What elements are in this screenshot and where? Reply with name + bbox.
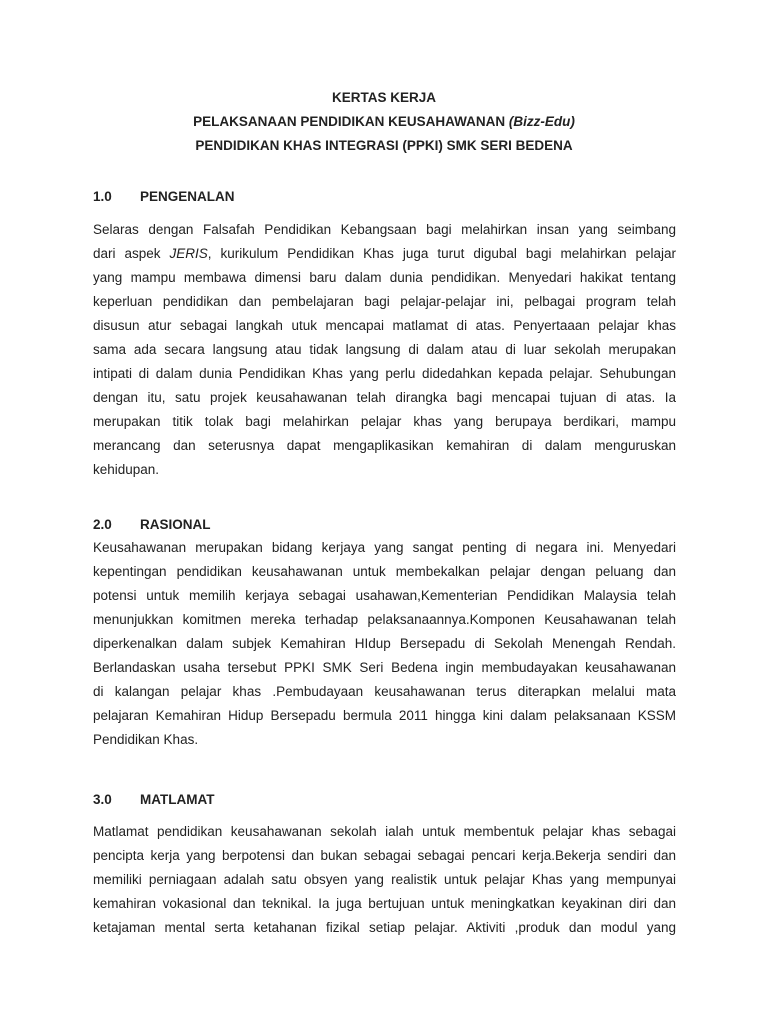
title-line-2-main: PELAKSANAAN PENDIDIKAN KEUSAHAWANAN [193, 114, 509, 129]
title-line-3: PENDIDIKAN KHAS INTEGRASI (PPKI) SMK SERI BEDENA [195, 138, 573, 153]
paragraph-line: dari aspek JERIS, kurikulum Pendidikan Khas juga turut digubal bagi melahirkan pelajar [93, 246, 676, 261]
paragraph-line: intipati di dalam dunia Pendidikan Khas yang perlu didedahkan kepada pelajar. Sehubungan [93, 366, 676, 381]
section-heading-pengenalan [93, 188, 235, 206]
section-heading-matlamat [93, 791, 214, 809]
paragraph-line: yang mampu membawa dimensi baru dalam dunia pendidikan. Menyedari hakikat tentang [93, 270, 676, 285]
paragraph-line: merancang dan seterusnya dapat mengaplikasikan kemahiran di dalam menguruskan [93, 438, 676, 453]
paragraph-line: Keusahawanan merupakan bidang kerjaya yang sangat penting di negara ini. Menyedari [93, 540, 676, 555]
paragraph-line: merupakan titik tolak bagi melahirkan pelajar khas yang berupaya berdikari, mampu [93, 414, 676, 429]
section-title: MATLAMAT [140, 792, 215, 807]
section-number: 1.0 [93, 189, 112, 204]
paragraph-line: pencipta kerja yang berpotensi dan bukan sebagai sebagai pencari kerja.Bekerja sendiri dan [93, 848, 676, 863]
paragraph-line: dengan itu, satu projek keusahawanan telah dirangka bagi mencapai tujuan di atas. Ia [93, 390, 676, 405]
paragraph-line: kehidupan. [93, 462, 160, 477]
paragraph-line: Selaras dengan Falsafah Pendidikan Kebangsaan bagi melahirkan insan yang seimbang [93, 222, 676, 237]
title-line-1: KERTAS KERJA [331, 90, 436, 105]
paragraph-line: sama ada secara langsung atau tidak langsung di dalam atau di luar sekolah merupakan [93, 342, 676, 357]
section-body-matlamat [93, 820, 676, 940]
section-number: 2.0 [93, 517, 112, 532]
section-title: RASIONAL [140, 517, 211, 532]
paragraph-line: potensi untuk memilih kerjaya sebagai usahawan,Kementerian Pendidikan Malaysia telah [93, 588, 676, 603]
emphasis-text: JERIS [169, 246, 208, 261]
paragraph-line: Berlandaskan usaha tersebut PPKI SMK Seri Bedena ingin membudayakan keusahawanan [93, 660, 676, 675]
paragraph-line: memiliki perniagaan adalah satu obsyen yang realistik untuk pelajar Khas yang mempunyai [93, 872, 676, 887]
paragraph-line: di kalangan pelajar khas .Pembudayaan keusahawanan terus diterapkan melalui mata [93, 684, 676, 699]
section-body-rasional [93, 536, 676, 752]
section-body-pengenalan [93, 218, 676, 482]
section-title: PENGENALAN [140, 189, 235, 204]
paragraph-line: Matlamat pendidikan keusahawanan sekolah ialah untuk membentuk pelajar khas sebagai [93, 824, 676, 839]
section-number: 3.0 [93, 792, 112, 807]
section-heading-rasional [93, 516, 211, 534]
paragraph-line: disusun atur sebagai langkah utuk mencapai matlamat di atas. Penyertaaan pelajar khas [93, 318, 676, 333]
paragraph-line: menunjukkan komitmen mereka terhadap pelaksanaannya.Komponen Keusahawanan telah [93, 612, 676, 627]
title-line-2-italic: (Bizz-Edu) [508, 114, 575, 129]
title-line-2 [0, 110, 768, 134]
paragraph-line: kepentingan pendidikan keusahawanan untuk membekalkan pelajar dengan peluang dan [93, 564, 676, 579]
paragraph-line: keperluan pendidikan dan pembelajaran bagi pelajar-pelajar ini, pelbagai program telah [93, 294, 676, 309]
paragraph-line: diperkenalkan dalam subjek Kemahiran HIdup Bersepadu di Sekolah Menengah Rendah. [93, 636, 676, 651]
paragraph-line: kemahiran vokasional dan teknikal. Ia juga bertujuan untuk meningkatkan keyakinan diri dan [93, 896, 676, 911]
paragraph-line: pelajaran Kemahiran Hidup Bersepadu bermula 2011 hingga kini dalam pelaksanaan KSSM [93, 708, 676, 723]
paragraph-line: ketajaman mental serta ketahanan fizikal setiap pelajar. Aktiviti ,produk dan modul yang [93, 920, 676, 935]
document-title [0, 86, 768, 158]
paragraph-line: Pendidikan Khas. [93, 732, 199, 747]
